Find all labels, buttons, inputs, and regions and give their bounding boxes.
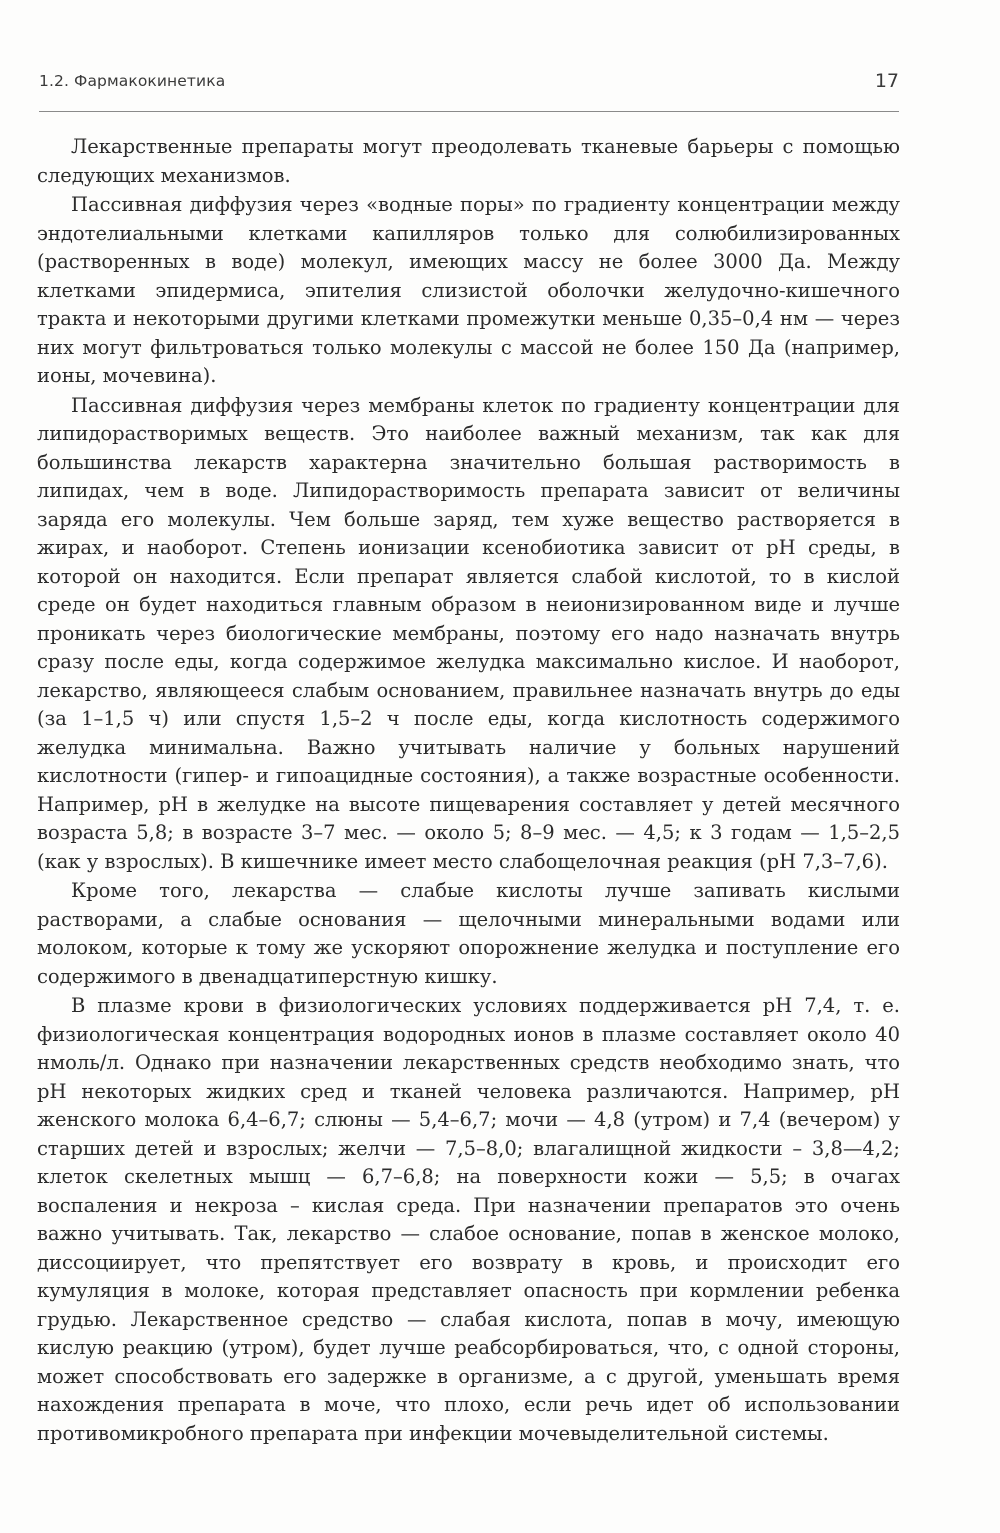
paragraph-intro: Лекарственные препараты могут преодолевать тканевые барьеры с помощью следующих механизмов. [37, 135, 900, 187]
paragraph-water-pores: Пассивная диффузия через «водные поры» по градиенту концентрации между эндотелиальными клетками капилляров только для солюбилизированных (растворенных в воде) молекул, имеющих массу не более 3000 Да. Между клетками эпидермиса, эпителия слизистой оболочки желудочно-кишечного тракта и некоторыми другими клетками промежутки меньше 0,35–0,4 нм — через них могут фильтроваться только молекулы с массой не более 150 Да (например, ионы, мочевина). [37, 193, 900, 387]
page-number: 17 [874, 70, 899, 92]
header-divider [39, 111, 899, 112]
section-title: 1.2. Фармакокинетика [39, 72, 226, 90]
paragraph-plasma-ph: В плазме крови в физиологических условиях поддерживается pH 7,4, т. е. физиологическая концентрация водородных ионов в плазме составляет около 40 нмоль/л. Однако при назначении лекарственных средств необходимо знать, что pH некоторых жидких сред и тканей человека различаются. Например, pH женского молока 6,4–6,7; слюны — 5,4–6,7; мочи — 4,8 (утром) и 7,4 (вечером) у старших детей и взрослых; желчи — 7,5–8,0; влагалищной жидкости – 3,8—4,2; клеток скелетных мышц — 6,7–6,8; на поверхности кожи — 5,5; в очагах воспаления и некроза – кислая среда. При назначении препаратов это очень важно учитывать. Так, лекарство — слабое основание, попав в женское молоко, диссоциирует, что препятствует его возврату в кровь, и происходит его кумуляция в молоке, которая представляет опасность при кормлении ребенка грудью. Лекарственное средство — слабая кислота, попав в мочу, имеющую кислую реакцию (утром), будет лучше реабсорбироваться, что, с одной стороны, может способствовать его задержке в организме, а с другой, уменьшать время нахождения препарата в моче, что плохо, если речь идет об использовании противомикробного препарата при инфекции мочевыделительной системы. [37, 994, 900, 1445]
paragraph-membrane-diffusion: Пассивная диффузия через мембраны клеток по градиенту концентрации для липидорастворимых веществ. Это наиболее важный механизм, так как для большинства лекарств характерна значительно большая растворимость в липидах, чем в воде. Липидорастворимость препарата зависит от величины заряда его молекулы. Чем больше заряд, тем хуже вещество растворяется в жирах, и наоборот. Степень ионизации ксенобиотика зависит от pH среды, в которой он находится. Если препарат является слабой кислотой, то в кислой среде он будет находиться главным образом в неионизированном виде и лучше проникать через биологические мембраны, поэтому его надо назначать внутрь сразу после еды, когда содержимое желудка максимально кислое. И наоборот, лекарство, являющееся слабым основанием, правильнее назначать внутрь до еды (за 1–1,5 ч) или спустя 1,5–2 ч после еды, когда кислотность содержимого желудка минимальна. Важно учитывать наличие у больных нарушений кислотности (гипер- и гипоацидные состояния), а также возрастные особенности. Например, pH в желудке на высоте пищеварения составляет у детей месячного возраста 5,8; в возрасте 3–7 мес. — около 5; 8–9 мес. — 4,5; к 3 годам — 1,5–2,5 (как у взрослых). В кишечнике имеет место слабощелочная реакция (pH 7,3–7,6). [37, 393, 900, 873]
body-text [37, 133, 900, 1449]
running-head [39, 72, 899, 96]
paragraph-drinking-advice: Кроме того, лекарства — слабые кислоты лучше запивать кислыми растворами, а слабые основания — щелочными минеральными водами или молоком, которые к тому же ускоряют опорожнение желудка и поступление его содержимого в двенадцатиперстную кишку. [37, 879, 900, 988]
